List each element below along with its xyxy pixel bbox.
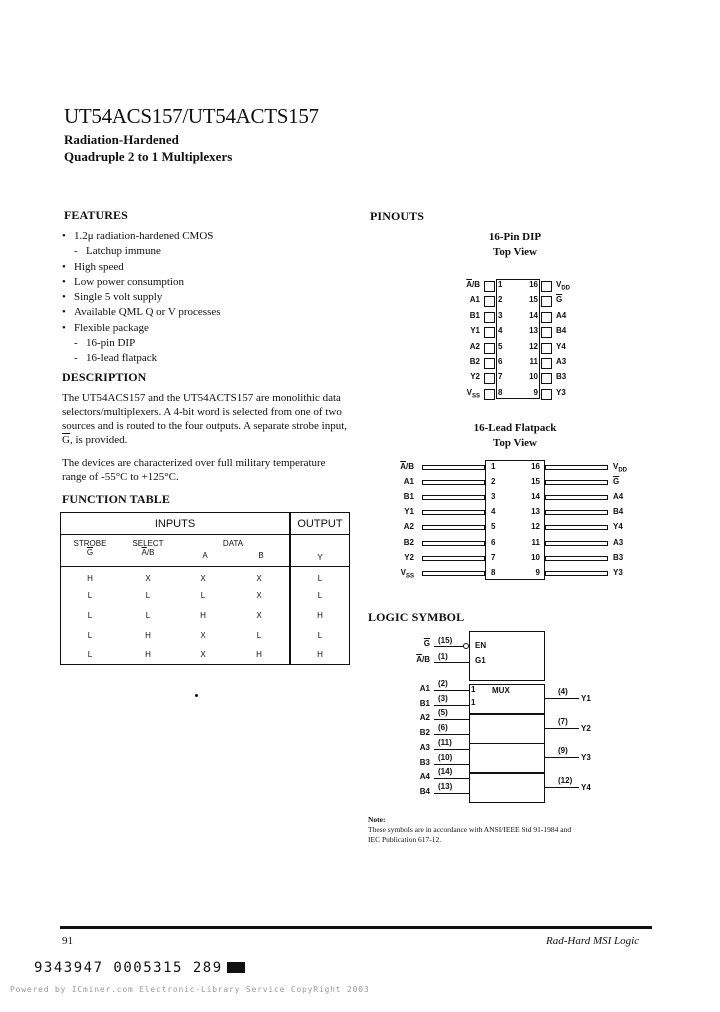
logic-output-line <box>545 757 579 758</box>
logic-input-line <box>434 705 469 706</box>
dip-left-pin-name: $\overline{A}/B$ <box>466 280 480 289</box>
dip-right-pin-box <box>541 343 552 354</box>
logic-input-number: (11) <box>438 737 452 747</box>
dip-title <box>470 230 560 260</box>
dip-left-pin-box <box>484 373 495 384</box>
function-table-cell: L <box>229 625 290 645</box>
dip-right-pin-number: 9 <box>533 387 538 397</box>
flatpack-left-lead <box>422 495 485 500</box>
footer-section: Rad-Hard MSI Logic <box>546 935 640 947</box>
flatpack-right-pin-number: 9 <box>535 567 540 577</box>
flatpack-right-pin-number: 14 <box>531 492 540 502</box>
feature-text: Available QML Q or V processes <box>74 306 221 319</box>
select-label: SELECT <box>132 539 164 548</box>
flatpack-right-pin-number: 15 <box>531 477 540 487</box>
flatpack-left-pin-name: Y1 <box>404 507 414 517</box>
barcode-number <box>34 960 245 976</box>
subscript: SS <box>405 573 414 580</box>
overline-char: $\overline{A}$ <box>416 655 422 664</box>
flatpack-left-pin-name: B1 <box>403 492 414 502</box>
function-table-cell: H <box>87 574 93 584</box>
logic-control-name <box>404 639 430 648</box>
flatpack-left-pin-name: A1 <box>403 477 414 487</box>
function-table-cell: H <box>317 610 323 620</box>
logic-input-name: A3 <box>419 742 430 752</box>
flatpack-left-lead <box>422 525 485 530</box>
strobe-header <box>61 535 120 567</box>
function-table-cell: X <box>229 606 290 626</box>
data-label: DATA <box>222 539 244 548</box>
dip-left-pin-box <box>484 389 495 400</box>
dip-left-pin-number: 2 <box>498 295 503 305</box>
features-list <box>62 229 221 367</box>
flatpack-right-lead <box>545 480 608 485</box>
function-table-cell: L <box>317 591 323 601</box>
feature-bullet: • <box>62 321 66 334</box>
flatpack-right-lead <box>545 510 608 515</box>
flatpack-right-pin-name: B3 <box>613 552 624 562</box>
logic-input-line <box>434 690 469 691</box>
dip-left-pin-box <box>484 343 495 354</box>
overline-char: $\overline{G}$ <box>423 639 430 648</box>
logic-output-number: (4) <box>558 687 568 696</box>
note <box>368 815 571 845</box>
dip-right-pin-box <box>541 312 552 323</box>
function-table-row <box>61 625 350 645</box>
dip-right-pin-name: Y3 <box>556 387 566 397</box>
logic-control-number: (15) <box>438 636 453 645</box>
logic-output-number: (7) <box>558 716 568 726</box>
logic-output-line <box>545 728 579 729</box>
flatpack-left-lead <box>422 465 485 470</box>
output-header: OUTPUT <box>290 513 350 535</box>
powered-by: Powered by ICminer.com Electronic-Library Service CopyRight 2003 <box>10 985 370 994</box>
flatpack-body <box>485 460 545 580</box>
features-heading: FEATURES <box>64 208 128 222</box>
flatpack-left-pin-number: 1 <box>491 462 496 471</box>
dip-right-pin-number: 13 <box>529 326 538 336</box>
flatpack-right-pin-name: B4 <box>613 507 624 517</box>
flatpack-left-pin-name: A2 <box>403 522 414 532</box>
logic-control-block <box>469 631 545 681</box>
dip-title-line-1: 16-Pin DIP <box>488 231 542 243</box>
flatpack-right-pin-name: A4 <box>613 492 624 502</box>
function-table-cell: L <box>317 630 323 640</box>
document-title: UT54ACS157/UT54ACTS157 <box>64 104 319 128</box>
dip-left-pin-number: 1 <box>498 280 503 289</box>
dip-left-pin-number: 5 <box>498 341 503 351</box>
dip-title-line-2: Top View <box>493 246 537 258</box>
flatpack-right-lead <box>545 541 608 546</box>
dip-left-pin-name: Y2 <box>470 372 480 382</box>
dip-right-pin-number: 10 <box>529 372 538 382</box>
feature-text: High speed <box>74 260 124 273</box>
inversion-bubble <box>463 643 469 649</box>
dip-right-pin-number: 15 <box>529 295 538 305</box>
function-table-cell: L <box>87 649 93 659</box>
barcode-block <box>227 962 245 973</box>
function-table-cell: H <box>145 649 151 659</box>
flatpack-left-lead <box>422 556 485 561</box>
function-table-cell: L <box>200 591 206 601</box>
feature-bullet: - <box>74 245 78 258</box>
dip-left-pin-box <box>484 327 495 338</box>
logic-control-line <box>434 646 469 647</box>
function-table-row <box>61 567 350 587</box>
dip-right-pin-name <box>556 295 596 304</box>
flatpack-left-pin-name: B2 <box>403 537 414 547</box>
logic-input-line <box>434 793 469 794</box>
dip-left-pin-box <box>484 281 495 292</box>
function-table-row <box>61 586 350 606</box>
dip-right-pin-name: B3 <box>556 372 567 382</box>
dip-left-pin-name: A2 <box>469 341 480 351</box>
flatpack-right-lead <box>545 465 608 470</box>
dip-left-pin-number: 8 <box>498 387 503 397</box>
function-table-cell: H <box>317 649 323 659</box>
dip-left-pin-number: 7 <box>498 372 503 382</box>
dip-left-pin-number: 6 <box>498 357 503 366</box>
flatpack-left-pin-number: 2 <box>491 477 496 487</box>
dip-right-pin-number: 16 <box>529 280 538 289</box>
dip-right-pin-number: 12 <box>529 341 538 351</box>
logic-input-number: (3) <box>438 693 448 703</box>
dip-right-pin-number: 14 <box>529 310 538 320</box>
function-table-row <box>61 606 350 626</box>
mux-section <box>469 743 545 773</box>
feature-bullet: • <box>62 275 66 288</box>
flatpack-left-lead <box>422 571 485 576</box>
function-table-heading: FUNCTION TABLE <box>62 492 170 506</box>
flatpack-right-pin-name: Y3 <box>613 567 623 577</box>
dip-left-pin-name: A1 <box>469 295 480 305</box>
subscript: SS <box>471 393 480 400</box>
feature-item <box>62 290 221 305</box>
flatpack-left-lead <box>422 541 485 546</box>
dip-right-pin-name: $V_{DD}$ <box>556 280 571 292</box>
note-title: Note: <box>368 815 386 824</box>
flatpack-left-pin-number: 5 <box>491 522 496 532</box>
logic-control-name: $\overline{A}/B$ <box>416 655 430 664</box>
stray-dot <box>195 694 198 697</box>
dip-right-pin-name: B4 <box>556 326 567 336</box>
footer-rule <box>60 926 652 929</box>
feature-bullet: - <box>74 352 78 365</box>
flatpack-right-pin-name: Y4 <box>613 522 623 532</box>
function-table-cell: X <box>200 630 206 640</box>
logic-input-line <box>434 778 469 779</box>
function-table-cell: L <box>317 574 323 584</box>
feature-text: Single 5 volt supply <box>74 291 163 304</box>
subscript: DD <box>561 285 571 292</box>
function-table-cell: H <box>200 610 206 620</box>
flatpack-title <box>455 421 575 451</box>
flatpack-right-pin-number: 13 <box>531 507 540 517</box>
mux-section <box>469 684 545 714</box>
logic-input-name: A2 <box>419 713 430 723</box>
data-col-a: A <box>202 551 208 560</box>
overline-char: $\overline{G}$ <box>613 477 620 487</box>
logic-output-name: Y3 <box>581 753 591 762</box>
feature-bullet: • <box>62 260 66 273</box>
feature-text: Latchup immune <box>86 245 161 258</box>
function-table-cell: L <box>145 591 151 601</box>
function-table-cell: H <box>145 630 151 640</box>
dip-right-pin-box <box>541 389 552 400</box>
inputs-header: INPUTS <box>61 513 291 535</box>
strobe-symbol-inline: $\overline{G}$ <box>62 434 70 446</box>
subscript: DD <box>618 467 628 474</box>
logic-input-number: (13) <box>438 781 453 791</box>
barcode-text: 9343947 0005315 289 <box>34 960 223 976</box>
note-line-1: These symbols are in accordance with ANSI/IEEE Std 91-1984 and <box>368 825 572 834</box>
logic-input-name: A4 <box>419 772 430 782</box>
overline-char: $\overline{A}$ <box>466 280 472 289</box>
feature-item <box>62 336 221 351</box>
select-header <box>119 535 177 567</box>
feature-text: 16-lead flatpack <box>86 352 158 365</box>
dip-right-pin-name: Y4 <box>556 341 566 351</box>
logic-input-name: B2 <box>419 728 430 738</box>
logic-input-line <box>434 764 469 765</box>
feature-bullet: • <box>62 230 66 242</box>
dip-right-pin-box <box>541 358 552 369</box>
subtitle-line-1: Radiation-Hardened <box>64 132 179 147</box>
g1-label: G1 <box>475 656 486 665</box>
feature-text: 1.2μ radiation-hardened CMOS <box>74 230 214 242</box>
function-table-row <box>61 645 350 665</box>
flatpack-right-lead <box>545 525 608 530</box>
flatpack-left-pin-name: Y2 <box>404 552 414 562</box>
data-col-b: B <box>258 551 264 560</box>
flatpack-right-pin-name: $V_{DD}$ <box>613 462 628 474</box>
logic-input-name: B3 <box>419 757 430 767</box>
flatpack-right-lead <box>545 556 608 561</box>
logic-output-number: (9) <box>558 746 568 755</box>
flatpack-left-lead <box>422 510 485 515</box>
logic-input-name: B4 <box>419 786 430 796</box>
dip-left-pin-box <box>484 296 495 307</box>
feature-text: 16-pin DIP <box>86 337 136 350</box>
logic-input-number: (14) <box>438 767 453 777</box>
logic-input-number: (5) <box>438 708 448 718</box>
flatpack-right-pin-number: 16 <box>531 462 540 471</box>
feature-item <box>62 321 221 336</box>
data-header <box>177 535 290 567</box>
flatpack-left-pin-number: 7 <box>491 552 496 562</box>
function-table-cell: L <box>87 630 93 640</box>
feature-item <box>62 275 221 290</box>
description-paragraph-1: The UT54ACS157 and the UT54ACTS157 are monolithic data selectors/multiplexers. A 4-bit word is selected from one of two sources and is routed to the four outputs. A separate strobe input, $\overline{G}$, is provided. <box>62 392 348 446</box>
logic-symbol-heading: LOGIC SYMBOL <box>368 610 465 624</box>
dip-left-pin-number: 4 <box>498 326 503 336</box>
dip-left-pin-number: 3 <box>498 310 503 320</box>
function-table-cell: X <box>200 574 206 584</box>
dip-body <box>496 279 540 399</box>
function-table-cell: H <box>229 645 290 665</box>
flatpack-right-pin-name: A3 <box>613 537 624 547</box>
feature-item <box>62 260 221 275</box>
feature-item <box>62 351 221 366</box>
feature-text: Flexible package <box>74 321 149 334</box>
flatpack-left-pin-number: 4 <box>491 507 496 517</box>
logic-control-line <box>434 662 469 663</box>
description-paragraph-2: The devices are characterized over full military temperature range of -55°C to +125°C. <box>62 457 326 483</box>
output-col-y: Y <box>317 553 323 562</box>
flatpack-title-line-1: 16-Lead Flatpack <box>473 422 557 434</box>
logic-input-name: B1 <box>419 698 430 708</box>
subtitle-line-2: Quadruple 2 to 1 Multiplexers <box>64 149 233 164</box>
flatpack-left-pin-number: 8 <box>491 567 496 577</box>
pinouts-heading: PINOUTS <box>370 209 425 223</box>
select-one: 1 <box>471 698 476 707</box>
function-table-cell: X <box>229 567 290 587</box>
description-heading: DESCRIPTION <box>62 370 147 384</box>
overline-char: $\overline{A}$ <box>400 462 406 471</box>
page-number: 91 <box>62 935 73 947</box>
flatpack-right-pin-name <box>613 477 653 486</box>
logic-input-number: (10) <box>438 752 453 762</box>
dip-left-pin-box <box>484 312 495 323</box>
strobe-symbol: $\overline{G}$ <box>86 548 94 557</box>
dip-right-pin-box <box>541 327 552 338</box>
dip-right-pin-name: A4 <box>556 310 567 320</box>
logic-output-number: (12) <box>558 775 573 785</box>
logic-input-line <box>434 749 469 750</box>
dip-left-pin-name: B1 <box>469 310 480 320</box>
en-label: EN <box>475 641 487 650</box>
feature-text: Low power consumption <box>74 275 184 288</box>
function-table-cell: X <box>200 649 206 659</box>
mux-label: MUX <box>492 686 510 695</box>
flatpack-title-line-2: Top View <box>493 437 537 449</box>
flatpack-right-lead <box>545 495 608 500</box>
logic-output-name: Y4 <box>581 782 591 792</box>
dip-right-pin-box <box>541 373 552 384</box>
logic-output-line <box>545 787 579 788</box>
logic-input-name: A1 <box>419 684 430 693</box>
feature-item <box>62 305 221 320</box>
feature-bullet: • <box>62 291 66 304</box>
dip-right-pin-number: 11 <box>529 357 538 366</box>
flatpack-left-pin-number: 3 <box>491 492 496 502</box>
dip-left-pin-name: Y1 <box>470 326 480 336</box>
flatpack-right-pin-number: 11 <box>531 537 540 547</box>
feature-item <box>62 229 221 244</box>
feature-bullet: • <box>62 306 66 319</box>
logic-output-name: Y2 <box>581 723 591 733</box>
logic-input-line <box>434 719 469 720</box>
flatpack-right-pin-number: 12 <box>531 522 540 532</box>
strobe-label: STROBE <box>73 539 107 548</box>
dip-right-pin-box <box>541 296 552 307</box>
dip-left-pin-box <box>484 358 495 369</box>
function-table <box>60 512 350 665</box>
select-one-bar: 1 <box>471 685 476 694</box>
overline-char: $\overline{G}$ <box>556 295 563 305</box>
mux-section <box>469 773 545 803</box>
logic-output-line <box>545 698 579 699</box>
logic-output-name: Y1 <box>581 694 591 703</box>
function-table-cell: L <box>87 610 93 620</box>
feature-bullet: - <box>74 337 78 350</box>
logic-input-number: (2) <box>438 679 448 688</box>
dip-right-pin-name: A3 <box>556 357 567 366</box>
logic-input-line <box>434 734 469 735</box>
note-line-2: IEC Publication 617-12. <box>368 835 442 844</box>
dip-left-pin-name: $V_{SS}$ <box>466 387 480 400</box>
dip-right-pin-box <box>541 281 552 292</box>
flatpack-right-lead <box>545 571 608 576</box>
logic-control-number: (1) <box>438 652 448 661</box>
select-symbol: $\overline{A}/B$ <box>141 548 155 557</box>
feature-item <box>62 244 221 259</box>
flatpack-left-lead <box>422 480 485 485</box>
flatpack-left-pin-number: 6 <box>491 537 496 547</box>
mux-section <box>469 714 545 744</box>
function-table-cell: L <box>87 591 93 601</box>
function-table-cell: X <box>145 574 151 584</box>
dip-left-pin-name: B2 <box>469 357 480 366</box>
flatpack-right-pin-number: 10 <box>531 552 540 562</box>
flatpack-left-pin-name: $V_{SS}$ <box>400 567 414 580</box>
logic-input-number: (6) <box>438 723 448 733</box>
document-subtitle <box>64 131 232 165</box>
function-table-cell: X <box>229 586 290 606</box>
function-table-cell: L <box>145 610 151 620</box>
flatpack-left-pin-name: $\overline{A}/B$ <box>400 462 414 471</box>
